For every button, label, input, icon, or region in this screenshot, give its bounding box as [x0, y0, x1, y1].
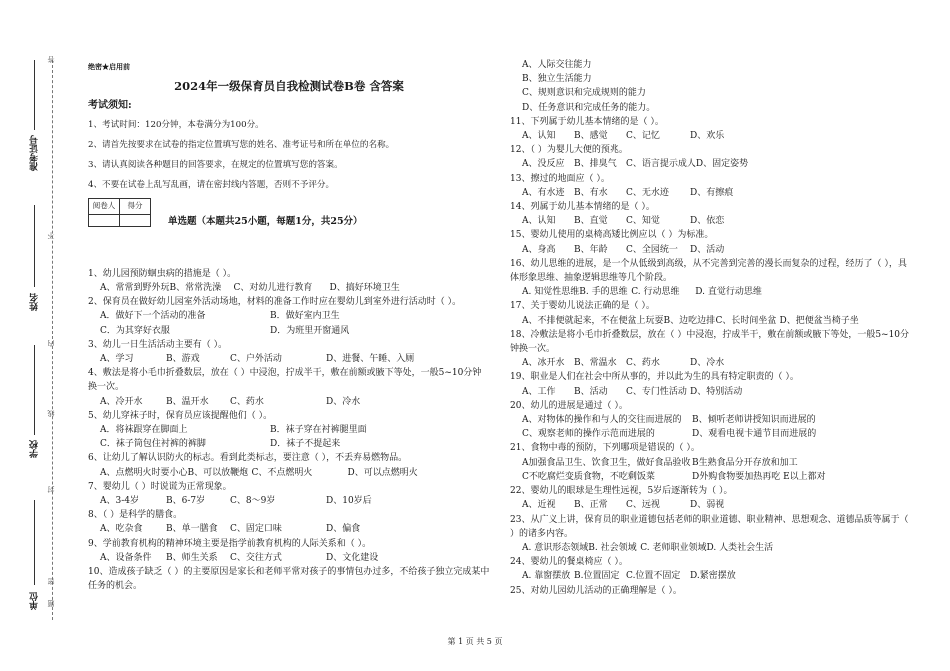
question-text: 5、幼儿穿袜子时，保育员应该提醒他们（ ）。 — [88, 410, 273, 421]
option-grid — [522, 413, 910, 441]
option: D、欢乐 — [690, 131, 725, 142]
option: A. 靠窗摆放 — [522, 571, 571, 582]
question-text: 8、（ ）是科学的膳食。 — [88, 510, 183, 521]
option: D外购食物要加热再吃 E以上都对 — [692, 471, 826, 482]
option: C、户外活动 — [230, 354, 282, 365]
option: B、活动 — [574, 386, 608, 397]
option: D、冷水 — [326, 396, 361, 407]
option: D、依恋 — [690, 216, 725, 227]
option: D、把便盆当椅子坐 — [779, 315, 859, 326]
left-column — [88, 60, 490, 594]
option: C、观察老师的操作示范而进展的 — [522, 429, 655, 440]
q10-options — [510, 58, 910, 115]
question-text: 10、造成孩子缺乏（ ）的主要原因是家长和老师平常对孩子的事情包办过多，不给孩子独立完成某中任务的机会。 — [88, 567, 490, 592]
option: A. 知觉性思维 — [522, 287, 580, 298]
binding-char: 答 — [47, 56, 55, 63]
option: D. 直觉行动思维 — [695, 287, 762, 298]
option: C、交往方式 — [230, 552, 282, 563]
option: C、长时间坐盆 — [715, 315, 777, 326]
exam-number-label: 准考证号 — [30, 135, 40, 171]
option: C、药水 — [230, 396, 264, 407]
binding-char: 密 — [47, 578, 55, 585]
name-line — [34, 205, 35, 287]
option: B生熟食品分开存放和加工 — [692, 457, 798, 468]
question-text: 4、敷法是将小毛巾折叠数层，放在（ ）中浸泡，拧成半干，敷在前额或腋下等处，一般5~10分钟换一次。 — [88, 368, 482, 393]
option: A、认知 — [522, 131, 556, 142]
option-row — [522, 129, 910, 143]
option-row — [100, 395, 490, 409]
option: C、不点燃明火 — [251, 467, 313, 478]
option-row — [522, 356, 910, 370]
option: D．袜子不提起来 — [270, 439, 341, 450]
option-row — [522, 385, 910, 399]
option: B、师生关系 — [166, 552, 218, 563]
option: B、排臭气 — [574, 159, 617, 170]
question-list-right — [510, 115, 910, 598]
school-line — [34, 345, 35, 435]
option: B．袜子穿在衬裤腿里面 — [270, 425, 367, 436]
option: B、边吃边排 — [663, 315, 716, 326]
option: A、有水迹 — [522, 187, 565, 198]
option: C、药水 — [626, 358, 660, 369]
right-column — [510, 58, 910, 598]
option: A．做好下一个活动的准备 — [100, 311, 206, 322]
question-text: 12、（ ）为婴儿大便的预兆。 — [510, 145, 628, 156]
option: C、规则意识和完成规则的能力 — [522, 88, 646, 99]
option: A、学习 — [100, 354, 134, 365]
notice-item: 1、考试时间：120分钟，本卷满分为100分。 — [88, 119, 264, 130]
question-text: 22、婴幼儿的眼球是生理性远视，5岁后逐渐转为（ ）。 — [510, 486, 733, 497]
option: D、冷水 — [690, 358, 725, 369]
option: D．为班里开窗通风 — [270, 325, 350, 336]
option: D、偏食 — [326, 524, 361, 535]
binding-char: 不 — [47, 232, 55, 239]
option: A、近视 — [522, 500, 556, 511]
question-text: 6、让幼儿了解认识防火的标志。看到此类标志，要注意（ ），不丢弃易燃物品。 — [88, 453, 408, 464]
option: C、远视 — [626, 500, 660, 511]
option: C、固定口味 — [230, 524, 282, 535]
option: A、设备条件 — [100, 552, 152, 563]
question-text: 17、关于婴幼儿说法正确的是（ ）。 — [510, 301, 655, 312]
option: A、工作 — [522, 386, 556, 397]
option: B、单一膳食 — [166, 524, 218, 535]
question-text: 3、幼儿一日生活活动主要有（ ）。 — [88, 339, 228, 350]
option: D、固定姿势 — [695, 159, 749, 170]
option-row — [522, 498, 910, 512]
option: D、任务意识和完成任务的能力。 — [522, 102, 656, 113]
option-row — [522, 314, 910, 328]
score-table — [88, 198, 151, 226]
question-text: 16、幼儿思维的进展，是一个从低级到高级，从不完善到完善的漫长而复杂的过程，经历了（ ），具体形象思维、抽象逻辑思维等几个阶段。 — [510, 258, 907, 284]
notice-list — [88, 118, 490, 193]
option: D、特别活动 — [690, 386, 743, 397]
section-heading: 单选题（本题共25小题，每题1分，共25分） — [168, 215, 363, 227]
option: B. 社会领域 — [588, 542, 637, 553]
question-text: 11、下列属于幼儿基本情绪的是（ ）。 — [510, 116, 664, 127]
question-text: 9、学前教育机构的精神环境主要是指学前教育机构的人际关系和（ ）。 — [88, 538, 372, 549]
option: D、10岁后 — [326, 496, 372, 507]
option: C、全园统一 — [626, 244, 678, 255]
option-row — [522, 214, 910, 228]
option: D、搞好环境卫生 — [329, 283, 400, 294]
option: A．将袜跟穿在脚面上 — [100, 425, 188, 436]
question-text: 14、列属于幼儿基本情绪的是（ ）。 — [510, 202, 655, 213]
page-footer: 第 1 页 共 5 页 — [447, 637, 503, 646]
option: A、冷开水 — [100, 396, 143, 407]
exam-number-line — [34, 60, 35, 130]
binding-char: 内 — [47, 340, 55, 347]
question-text: 1、幼儿园预防蛔虫病的措施是（ ）。 — [88, 268, 237, 279]
option: A、认知 — [522, 216, 556, 227]
option-row — [522, 285, 910, 299]
school-label: 学校 — [30, 440, 40, 458]
option-row — [522, 541, 910, 555]
score-label: 得分 — [120, 199, 151, 214]
notice-item: 2、请首先按要求在试卷的指定位置填写您的姓名、准考证号和所在单位的名称。 — [88, 139, 395, 150]
option: C、无水迹 — [626, 187, 669, 198]
option: B、感觉 — [574, 131, 608, 142]
option-row — [522, 569, 910, 583]
option-row — [100, 281, 490, 295]
question-text: 18、冷敷法是将小毛巾折叠数层，放在（ ）中浸泡，拧成半干，敷在前额或腋下等处，一般5~10分钟换一次。 — [510, 329, 910, 355]
binding-char: 线 — [47, 410, 55, 417]
option: A、身高 — [522, 244, 556, 255]
option: A、人际交往能力 — [522, 60, 592, 70]
question-text: 21、食物中毒的预防，下列哪项是错误的（ ）。 — [510, 443, 700, 454]
option: B、倾听老师讲授知识而进展的 — [692, 415, 816, 426]
grader-cell[interactable] — [89, 214, 120, 226]
option: C、语言提示成人 — [626, 159, 696, 170]
option: A. 意识形态领域 — [522, 542, 589, 553]
option: C. 老师职业领域 — [640, 542, 707, 553]
option: D、有擦痕 — [690, 187, 734, 198]
option: C、记忆 — [626, 131, 660, 142]
option: A加强食品卫生、饮食卫生，做好食品验收 — [522, 457, 691, 468]
option: C、知觉 — [626, 216, 660, 227]
binding-margin — [0, 0, 70, 671]
option-row — [522, 157, 910, 171]
secret-mark: 绝密★启用前 — [88, 62, 130, 71]
grader-label: 阅卷人 — [89, 199, 120, 214]
question-text: 24、婴幼儿的餐桌椅应（ ）。 — [510, 557, 628, 568]
option-row — [100, 551, 490, 565]
binding-char: 封 — [47, 486, 55, 493]
option: B. 手的思维 — [579, 287, 628, 298]
option-row — [100, 466, 490, 480]
option-grid — [100, 309, 490, 337]
option-row — [522, 186, 910, 200]
option: C. 行动思维 — [631, 287, 680, 298]
option: A、点燃明火时要小心 — [100, 467, 188, 478]
option: C.位置不固定 — [626, 571, 681, 582]
option: A、没反应 — [522, 159, 565, 170]
option: D、活动 — [690, 244, 725, 255]
option: B、常常洗澡 — [169, 283, 222, 294]
name-label: 姓名 — [30, 293, 40, 311]
question-list-left — [88, 267, 490, 594]
unit-label: 单位 — [30, 592, 40, 610]
unit-line — [34, 500, 35, 585]
option: B.位置固定 — [574, 571, 620, 582]
question-text: 2、保育员在做好幼儿园室外活动场地，材料的准备工作时应在婴幼儿到室外进行活动时（ ）。 — [88, 297, 462, 308]
option: B．做好室内卫生 — [270, 311, 340, 322]
option: D. 人类社会生活 — [706, 542, 774, 553]
option: C、8～9岁 — [230, 496, 276, 507]
option: B、可以放鞭炮 — [187, 467, 249, 478]
page-title: 2024年一级保育员自我检测试卷B卷 含答案 — [174, 79, 404, 94]
option-row — [100, 522, 490, 536]
question-text: 23、从广义上讲，保育员的职业道德包括老师的职业道德、职业精神、思想观念、道德品质等属于（ ）的诸多内容。 — [510, 514, 909, 539]
option: A、冰开水 — [522, 358, 565, 369]
option: B、游戏 — [166, 354, 200, 365]
option-row — [100, 494, 490, 508]
question-text: 20、幼儿的进展是通过（ ）。 — [510, 400, 628, 411]
option-row — [100, 352, 490, 366]
question-text: 25、对幼儿园幼儿活动的正确理解是（ ）。 — [510, 585, 682, 596]
option: D、进餐、午睡、入厕 — [326, 354, 415, 365]
question-text: 19、职业是人们在社会中所从事的，并以此为生的具有特定职责的（ ）。 — [510, 372, 799, 383]
option-row — [522, 243, 910, 257]
option: A、吃杂食 — [100, 524, 143, 535]
option: B、直觉 — [574, 216, 608, 227]
option: D、观看电视卡通节目而进展的 — [692, 429, 817, 440]
option: B、年龄 — [574, 244, 608, 255]
option: D、文化建设 — [326, 552, 379, 563]
question-text: 7、婴幼儿（ ）时说谎为正常现象。 — [88, 481, 232, 492]
score-cell[interactable] — [120, 214, 151, 226]
option: B、常温水 — [574, 358, 617, 369]
notice-heading: 考试须知: — [88, 100, 132, 112]
option: D、弱视 — [690, 500, 725, 511]
option: B、温开水 — [166, 396, 209, 407]
option: B、正常 — [574, 500, 608, 511]
option: A、对物体的操作和与人的交往而进展的 — [522, 415, 682, 426]
option: C不吃腐烂变质食物，不吃剩饭菜 — [522, 471, 655, 482]
question-text: 15、婴幼儿使用的桌椅高矮比例应以（ ）为标准。 — [510, 230, 714, 241]
option: D、可以点燃明火 — [347, 467, 418, 478]
option: C．袜子筒包住衬裤的裤脚 — [100, 439, 206, 450]
option: A、3-4岁 — [100, 496, 139, 507]
option: C．为其穿好衣服 — [100, 325, 170, 336]
option: C、专门性活动 — [626, 386, 687, 397]
option-grid — [522, 456, 910, 484]
notice-item: 4、不要在试卷上乱写乱画，请在密封线内答题，否则不予评分。 — [88, 180, 335, 191]
question-text: 13、擦过的地面应（ ）。 — [510, 173, 610, 184]
option: B、独立生活能力 — [522, 74, 592, 85]
option-grid — [100, 423, 490, 451]
option: A、不排便就起来，不在便盆上玩耍 — [522, 315, 664, 326]
option: A、常常到野外玩 — [100, 283, 170, 294]
option: B、6-7岁 — [166, 496, 206, 507]
option: C、对幼儿进行教育 — [233, 283, 313, 294]
binding-char: 题 — [47, 600, 55, 607]
notice-item: 3、请认真阅读各种题目的回答要求，在规定的位置填写您的答案。 — [88, 160, 343, 171]
option: D.紧密摆放 — [690, 571, 736, 582]
option: B、有水 — [574, 187, 608, 198]
